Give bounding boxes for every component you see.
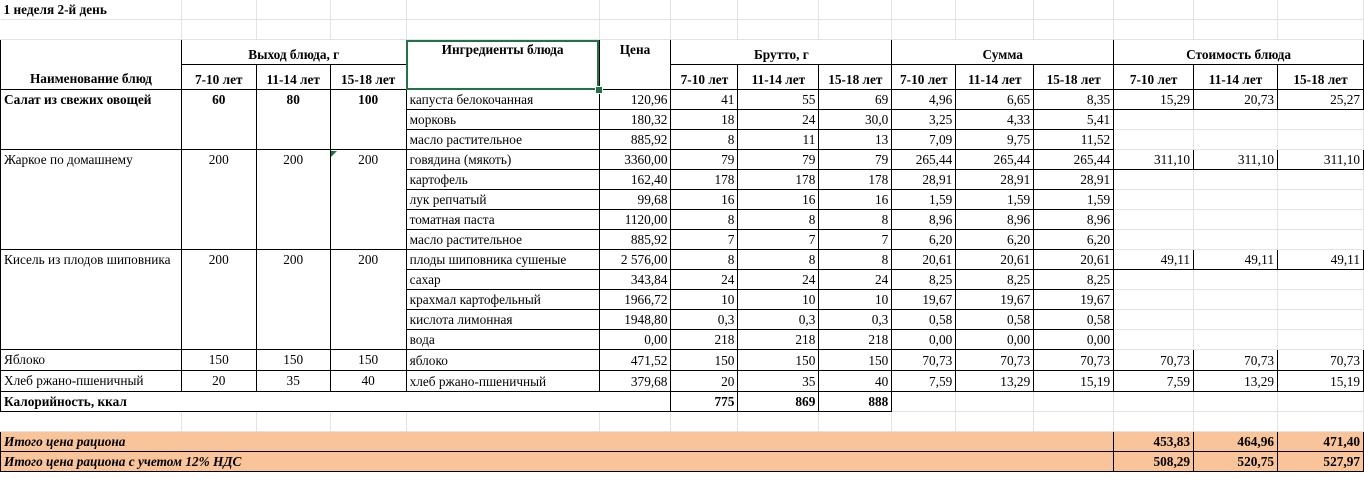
ingredient-name[interactable]: морковь — [406, 110, 599, 130]
empty-cell[interactable] — [1194, 330, 1278, 350]
empty-cell[interactable] — [330, 412, 406, 432]
ingredient-sum[interactable]: 9,75 — [956, 130, 1034, 150]
ingredient-gross[interactable]: 0,3 — [738, 310, 819, 330]
ingredient-gross[interactable]: 0,3 — [819, 310, 892, 330]
ingredient-sum[interactable]: 70,73 — [956, 350, 1034, 371]
total-value[interactable]: 453,83 — [1114, 432, 1194, 452]
total-value[interactable]: 471,40 — [1278, 432, 1364, 452]
ingredient-sum[interactable]: 8,35 — [1034, 90, 1114, 110]
total-value[interactable]: 508,29 — [1114, 452, 1194, 472]
empty-cell[interactable] — [1278, 290, 1364, 310]
empty-cell[interactable] — [1278, 20, 1364, 40]
ingredient-sum[interactable]: 6,20 — [892, 230, 956, 250]
ingredient-sum[interactable]: 13,29 — [956, 371, 1034, 392]
ingredient-gross[interactable]: 30,0 — [819, 110, 892, 130]
ingredient-sum[interactable]: 7,09 — [892, 130, 956, 150]
ingredient-price[interactable]: 343,84 — [599, 270, 671, 290]
empty-cell[interactable] — [819, 412, 892, 432]
empty-cell[interactable] — [1194, 392, 1278, 412]
header-cost[interactable]: Стоимость блюда — [1114, 40, 1364, 65]
empty-cell[interactable] — [1034, 20, 1114, 40]
ingredient-sum[interactable]: 0,00 — [892, 330, 956, 350]
ingredient-gross[interactable]: 40 — [819, 371, 892, 392]
ingredient-sum[interactable]: 0,58 — [956, 310, 1034, 330]
ingredient-sum[interactable]: 19,67 — [892, 290, 956, 310]
dish-name[interactable]: Кисель из плодов шиповника — [1, 250, 182, 350]
empty-cell[interactable] — [330, 20, 406, 40]
empty-cell[interactable] — [1114, 110, 1194, 130]
ingredient-gross[interactable]: 218 — [738, 330, 819, 350]
ingredient-sum[interactable]: 8,96 — [956, 210, 1034, 230]
empty-cell[interactable] — [256, 412, 330, 432]
ingredient-name[interactable]: говядина (мякоть) — [406, 150, 599, 170]
ingredient-sum[interactable]: 6,65 — [956, 90, 1034, 110]
empty-cell[interactable] — [1194, 290, 1278, 310]
empty-cell[interactable] — [1034, 0, 1114, 20]
header-age-group[interactable]: 15-18 лет — [1034, 65, 1114, 90]
dish-cost[interactable]: 311,10 — [1114, 150, 1194, 170]
ingredient-gross[interactable]: 8 — [819, 210, 892, 230]
empty-cell[interactable] — [1194, 20, 1278, 40]
ingredient-gross[interactable]: 8 — [819, 250, 892, 270]
ingredient-gross[interactable]: 150 — [819, 350, 892, 371]
header-age-group[interactable]: 7-10 лет — [1114, 65, 1194, 90]
dish-yield[interactable]: 80 — [256, 90, 330, 150]
ingredient-gross[interactable]: 79 — [819, 150, 892, 170]
total-label[interactable]: Итого цена рациона — [1, 432, 1114, 452]
ingredient-gross[interactable]: 13 — [819, 130, 892, 150]
ingredient-sum[interactable]: 19,67 — [956, 290, 1034, 310]
ingredient-gross[interactable]: 10 — [819, 290, 892, 310]
ingredient-sum[interactable]: 0,58 — [1034, 310, 1114, 330]
empty-cell[interactable] — [1278, 310, 1364, 330]
empty-cell[interactable] — [1194, 412, 1278, 432]
ingredient-sum[interactable]: 1,59 — [1034, 190, 1114, 210]
empty-cell[interactable] — [819, 0, 892, 20]
dish-yield[interactable]: 100 — [330, 90, 406, 150]
empty-cell[interactable] — [892, 412, 956, 432]
ingredient-sum[interactable]: 8,25 — [892, 270, 956, 290]
ingredient-price[interactable]: 1966,72 — [599, 290, 671, 310]
ingredient-name[interactable]: яблоко — [406, 350, 599, 371]
dish-yield[interactable]: 150 — [181, 350, 256, 371]
dish-cost[interactable]: 70,73 — [1114, 350, 1194, 371]
empty-cell[interactable] — [1278, 392, 1364, 412]
ingredient-gross[interactable]: 7 — [671, 230, 738, 250]
dish-yield[interactable]: 35 — [256, 371, 330, 392]
ingredient-sum[interactable]: 20,61 — [956, 250, 1034, 270]
empty-cell[interactable] — [892, 0, 956, 20]
ingredient-price[interactable]: 379,68 — [599, 371, 671, 392]
ingredient-sum[interactable]: 28,91 — [892, 170, 956, 190]
empty-cell[interactable] — [738, 412, 819, 432]
ingredient-gross[interactable]: 24 — [819, 270, 892, 290]
ingredient-price[interactable]: 885,92 — [599, 230, 671, 250]
dish-yield[interactable]: 40 — [330, 371, 406, 392]
empty-cell[interactable] — [599, 20, 671, 40]
ingredient-sum[interactable]: 4,33 — [956, 110, 1034, 130]
total-value[interactable]: 527,97 — [1278, 452, 1364, 472]
empty-cell[interactable] — [819, 20, 892, 40]
empty-cell[interactable] — [956, 20, 1034, 40]
calories-value[interactable]: 888 — [819, 392, 892, 412]
ingredient-price[interactable]: 180,32 — [599, 110, 671, 130]
empty-cell[interactable] — [956, 412, 1034, 432]
sheet-title[interactable]: 1 неделя 2-й день — [1, 0, 182, 20]
ingredient-gross[interactable]: 178 — [819, 170, 892, 190]
empty-cell[interactable] — [181, 412, 256, 432]
ingredient-sum[interactable]: 265,44 — [956, 150, 1034, 170]
ingredient-name[interactable]: хлеб ржано-пшеничный — [406, 371, 599, 392]
ingredient-sum[interactable]: 8,96 — [892, 210, 956, 230]
header-age-group[interactable]: 7-10 лет — [671, 65, 738, 90]
ingredient-name[interactable]: вода — [406, 330, 599, 350]
ingredient-sum[interactable]: 1,59 — [956, 190, 1034, 210]
dish-yield[interactable]: 200 — [181, 250, 256, 350]
empty-cell[interactable] — [1194, 130, 1278, 150]
dish-cost[interactable]: 13,29 — [1194, 371, 1278, 392]
ingredient-sum[interactable]: 0,58 — [892, 310, 956, 330]
ingredient-sum[interactable]: 70,73 — [1034, 350, 1114, 371]
ingredient-gross[interactable]: 24 — [738, 270, 819, 290]
header-age-group[interactable]: 11-14 лет — [1194, 65, 1278, 90]
empty-cell[interactable] — [1114, 130, 1194, 150]
ingredient-sum[interactable]: 20,61 — [892, 250, 956, 270]
empty-cell[interactable] — [406, 20, 599, 40]
ingredient-price[interactable]: 0,00 — [599, 330, 671, 350]
dish-cost[interactable]: 49,11 — [1194, 250, 1278, 270]
ingredient-gross[interactable]: 18 — [671, 110, 738, 130]
dish-yield[interactable]: 60 — [181, 90, 256, 150]
ingredient-gross[interactable]: 10 — [738, 290, 819, 310]
header-age-group[interactable]: 7-10 лет — [181, 65, 256, 90]
ingredient-name[interactable]: томатная паста — [406, 210, 599, 230]
dish-cost[interactable]: 70,73 — [1278, 350, 1364, 371]
cell-indicator-icon — [331, 151, 337, 157]
ingredient-gross[interactable]: 218 — [819, 330, 892, 350]
ingredient-gross[interactable]: 8 — [671, 210, 738, 230]
dish-cost[interactable]: 15,19 — [1278, 371, 1364, 392]
ingredient-gross[interactable]: 8 — [738, 210, 819, 230]
ingredient-name[interactable]: лук репчатый — [406, 190, 599, 210]
selection-fill-handle[interactable] — [595, 86, 603, 94]
dish-yield[interactable]: 150 — [330, 350, 406, 371]
ingredient-gross[interactable]: 8 — [671, 130, 738, 150]
empty-cell[interactable] — [599, 412, 671, 432]
dish-yield[interactable]: 200 — [330, 250, 406, 350]
ingredient-price[interactable]: 471,52 — [599, 350, 671, 371]
ingredient-gross[interactable]: 178 — [671, 170, 738, 190]
empty-cell[interactable] — [1114, 412, 1194, 432]
ingredient-sum[interactable]: 8,25 — [956, 270, 1034, 290]
empty-cell[interactable] — [599, 0, 671, 20]
header-age-group[interactable]: 15-18 лет — [1278, 65, 1364, 90]
ingredient-gross[interactable]: 79 — [738, 150, 819, 170]
empty-cell[interactable] — [892, 392, 956, 412]
empty-cell[interactable] — [1278, 210, 1364, 230]
ingredient-gross[interactable]: 8 — [738, 250, 819, 270]
dish-yield[interactable]: 200 — [181, 150, 256, 250]
empty-cell[interactable] — [1194, 170, 1278, 190]
ingredient-price[interactable]: 3360,00 — [599, 150, 671, 170]
header-ingredients[interactable]: Ингредиенты блюда — [406, 40, 599, 90]
ingredient-gross[interactable]: 16 — [819, 190, 892, 210]
header-dish-name[interactable]: Наименование блюд — [1, 40, 182, 90]
empty-cell[interactable] — [1114, 270, 1194, 290]
ingredient-gross[interactable]: 79 — [671, 150, 738, 170]
empty-cell[interactable] — [1278, 110, 1364, 130]
ingredient-sum[interactable]: 265,44 — [892, 150, 956, 170]
calories-label[interactable]: Калорийность, ккал — [1, 392, 671, 412]
empty-cell[interactable] — [1278, 130, 1364, 150]
ingredient-gross[interactable]: 20 — [671, 371, 738, 392]
empty-cell[interactable] — [1194, 270, 1278, 290]
header-yield[interactable]: Выход блюда, г — [181, 40, 406, 65]
ingredient-gross[interactable]: 11 — [738, 130, 819, 150]
empty-cell[interactable] — [1034, 412, 1114, 432]
empty-cell[interactable] — [1114, 392, 1194, 412]
ingredient-gross[interactable]: 10 — [671, 290, 738, 310]
ingredient-sum[interactable]: 8,25 — [1034, 270, 1114, 290]
empty-cell[interactable] — [738, 0, 819, 20]
dish-cost[interactable]: 25,27 — [1278, 90, 1364, 110]
total-value[interactable]: 464,96 — [1194, 432, 1278, 452]
dish-cost[interactable]: 49,11 — [1114, 250, 1194, 270]
ingredient-gross[interactable]: 69 — [819, 90, 892, 110]
dish-cost[interactable]: 49,11 — [1278, 250, 1364, 270]
ingredient-gross[interactable]: 16 — [671, 190, 738, 210]
header-age-group[interactable]: 7-10 лет — [892, 65, 956, 90]
header-age-group[interactable]: 11-14 лет — [738, 65, 819, 90]
ingredient-gross[interactable]: 24 — [671, 270, 738, 290]
dish-cost[interactable]: 7,59 — [1114, 371, 1194, 392]
header-sum[interactable]: Сумма — [892, 40, 1114, 65]
empty-cell[interactable] — [1194, 110, 1278, 130]
dish-yield[interactable]: 200 — [256, 250, 330, 350]
dish-yield[interactable]: 150 — [256, 350, 330, 371]
empty-cell[interactable] — [330, 0, 406, 20]
empty-cell[interactable] — [1, 20, 182, 40]
empty-cell[interactable] — [406, 0, 599, 20]
ingredient-gross[interactable]: 35 — [738, 371, 819, 392]
ingredient-sum[interactable]: 5,41 — [1034, 110, 1114, 130]
dish-cost[interactable]: 20,73 — [1194, 90, 1278, 110]
empty-cell[interactable] — [1278, 170, 1364, 190]
ingredient-price[interactable]: 1120,00 — [599, 210, 671, 230]
total-value[interactable]: 520,75 — [1194, 452, 1278, 472]
header-age-group[interactable]: 11-14 лет — [256, 65, 330, 90]
empty-cell[interactable] — [1278, 412, 1364, 432]
ingredient-sum[interactable]: 8,96 — [1034, 210, 1114, 230]
empty-cell[interactable] — [1, 412, 182, 432]
dish-yield[interactable]: 200 — [330, 150, 406, 250]
ingredient-sum[interactable]: 28,91 — [1034, 170, 1114, 190]
empty-cell[interactable] — [956, 392, 1034, 412]
dish-name[interactable]: Хлеб ржано-пшеничный — [1, 371, 182, 392]
header-gross[interactable]: Брутто, г — [671, 40, 892, 65]
ingredient-gross[interactable]: 55 — [738, 90, 819, 110]
empty-cell[interactable] — [1278, 230, 1364, 250]
dish-name[interactable]: Жаркое по домашнему — [1, 150, 182, 250]
total-label[interactable]: Итого цена рациона с учетом 12% НДС — [1, 452, 1114, 472]
ingredient-name[interactable]: картофель — [406, 170, 599, 190]
ingredient-sum[interactable]: 6,20 — [1034, 230, 1114, 250]
ingredient-price[interactable]: 120,96 — [599, 90, 671, 110]
ingredient-name[interactable]: сахар — [406, 270, 599, 290]
header-age-group[interactable]: 11-14 лет — [956, 65, 1034, 90]
ingredient-sum[interactable]: 0,00 — [1034, 330, 1114, 350]
ingredient-price[interactable]: 162,40 — [599, 170, 671, 190]
ingredient-gross[interactable]: 0,3 — [671, 310, 738, 330]
ingredient-sum[interactable]: 28,91 — [956, 170, 1034, 190]
empty-cell[interactable] — [1194, 310, 1278, 330]
empty-cell[interactable] — [1194, 0, 1278, 20]
empty-cell[interactable] — [671, 412, 738, 432]
header-age-group[interactable]: 15-18 лет — [330, 65, 406, 90]
ingredient-sum[interactable]: 0,00 — [956, 330, 1034, 350]
ingredient-name[interactable]: крахмал картофельный — [406, 290, 599, 310]
ingredient-sum[interactable]: 1,59 — [892, 190, 956, 210]
ingredient-sum[interactable]: 6,20 — [956, 230, 1034, 250]
ingredient-sum[interactable]: 20,61 — [1034, 250, 1114, 270]
empty-cell[interactable] — [1278, 330, 1364, 350]
empty-cell[interactable] — [1114, 190, 1194, 210]
empty-cell[interactable] — [1034, 392, 1114, 412]
ingredient-sum[interactable]: 265,44 — [1034, 150, 1114, 170]
empty-cell[interactable] — [181, 20, 256, 40]
ingredient-name[interactable]: кислота лимонная — [406, 310, 599, 330]
ingredient-gross[interactable]: 8 — [671, 250, 738, 270]
ingredient-gross[interactable]: 150 — [738, 350, 819, 371]
empty-cell[interactable] — [1114, 330, 1194, 350]
dish-cost[interactable]: 70,73 — [1194, 350, 1278, 371]
empty-cell[interactable] — [1114, 290, 1194, 310]
ingredient-gross[interactable]: 178 — [738, 170, 819, 190]
calories-value[interactable]: 869 — [738, 392, 819, 412]
ingredient-name[interactable]: масло растительное — [406, 130, 599, 150]
ingredient-sum[interactable]: 3,25 — [892, 110, 956, 130]
empty-cell[interactable] — [1278, 190, 1364, 210]
empty-cell[interactable] — [1114, 230, 1194, 250]
ingredient-name[interactable]: капуста белокочанная — [406, 90, 599, 110]
empty-cell[interactable] — [956, 0, 1034, 20]
empty-cell[interactable] — [892, 20, 956, 40]
ingredient-price[interactable]: 1948,80 — [599, 310, 671, 330]
ingredient-gross[interactable]: 16 — [738, 190, 819, 210]
empty-cell[interactable] — [1278, 270, 1364, 290]
empty-cell[interactable] — [1114, 170, 1194, 190]
empty-cell[interactable] — [1114, 0, 1194, 20]
ingredient-price[interactable]: 2 576,00 — [599, 250, 671, 270]
ingredient-name[interactable]: масло растительное — [406, 230, 599, 250]
ingredient-gross[interactable]: 150 — [671, 350, 738, 371]
ingredient-gross[interactable]: 24 — [738, 110, 819, 130]
ingredient-sum[interactable]: 11,52 — [1034, 130, 1114, 150]
empty-cell[interactable] — [671, 20, 738, 40]
empty-cell[interactable] — [738, 20, 819, 40]
empty-cell[interactable] — [406, 412, 599, 432]
ingredient-price[interactable]: 99,68 — [599, 190, 671, 210]
ingredient-name[interactable]: плоды шиповника сушеные — [406, 250, 599, 270]
dish-yield[interactable]: 200 — [256, 150, 330, 250]
header-price[interactable]: Цена — [599, 40, 671, 90]
empty-cell[interactable] — [671, 0, 738, 20]
dish-name[interactable]: Яблоко — [1, 350, 182, 371]
ingredient-gross[interactable]: 7 — [819, 230, 892, 250]
empty-cell[interactable] — [1278, 0, 1364, 20]
header-age-group[interactable]: 15-18 лет — [819, 65, 892, 90]
ingredient-gross[interactable]: 41 — [671, 90, 738, 110]
empty-cell[interactable] — [1194, 190, 1278, 210]
ingredient-sum[interactable]: 7,59 — [892, 371, 956, 392]
ingredient-price[interactable]: 885,92 — [599, 130, 671, 150]
ingredient-gross[interactable]: 218 — [671, 330, 738, 350]
dish-cost[interactable]: 311,10 — [1194, 150, 1278, 170]
ingredient-sum[interactable]: 19,67 — [1034, 290, 1114, 310]
calories-value[interactable]: 775 — [671, 392, 738, 412]
empty-cell[interactable] — [1114, 310, 1194, 330]
empty-cell[interactable] — [1194, 230, 1278, 250]
empty-cell[interactable] — [1114, 210, 1194, 230]
dish-cost[interactable]: 15,29 — [1114, 90, 1194, 110]
empty-cell[interactable] — [181, 0, 256, 20]
empty-cell[interactable] — [256, 20, 330, 40]
ingredient-sum[interactable]: 15,19 — [1034, 371, 1114, 392]
ingredient-sum[interactable]: 4,96 — [892, 90, 956, 110]
empty-cell[interactable] — [256, 0, 330, 20]
ingredient-sum[interactable]: 70,73 — [892, 350, 956, 371]
empty-cell[interactable] — [1114, 20, 1194, 40]
ingredient-gross[interactable]: 7 — [738, 230, 819, 250]
empty-cell[interactable] — [1194, 210, 1278, 230]
dish-cost[interactable]: 311,10 — [1278, 150, 1364, 170]
dish-yield[interactable]: 20 — [181, 371, 256, 392]
dish-name[interactable]: Салат из свежих овощей — [1, 90, 182, 150]
